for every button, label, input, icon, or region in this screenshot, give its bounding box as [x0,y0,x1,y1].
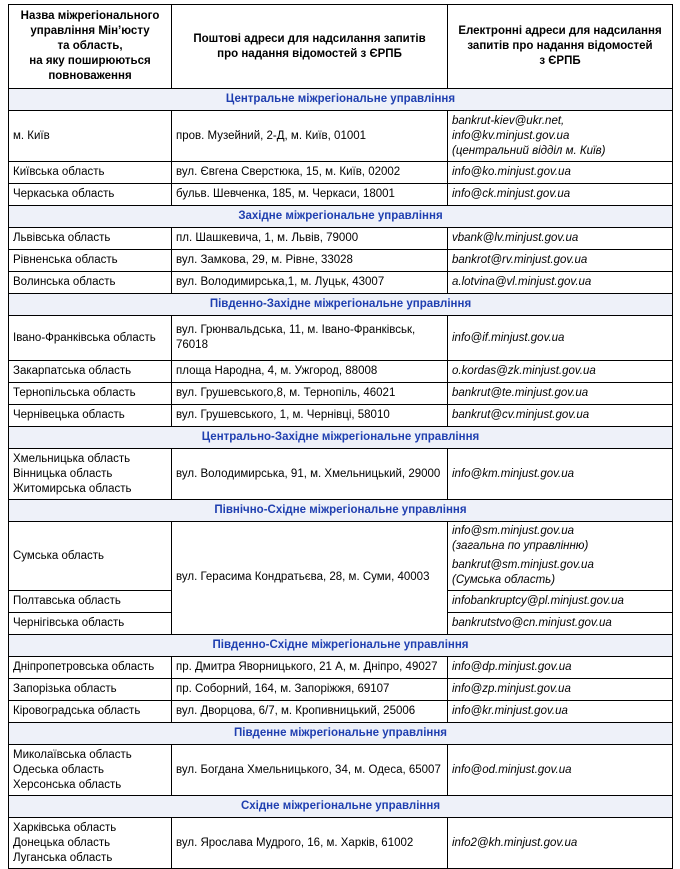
email-address[interactable]: info@kv.minjust.gov.ua [452,129,570,142]
table-row [9,745,673,796]
email-cell [448,818,673,869]
section-header-row [9,500,673,522]
table-row [9,405,673,427]
section-header-row [9,796,673,818]
region-name: Дніпропетровська область [13,661,155,673]
postal-address-cell [172,679,448,701]
email-cell [448,522,673,591]
email-address: (загальна по управлінню) [452,540,589,552]
region-name: Луганська область [13,851,113,864]
table-row [9,250,673,272]
region-cell [9,405,172,427]
email-address[interactable]: info@dp.minjust.gov.ua [452,661,572,673]
region-cell [9,745,172,796]
email-cell [448,657,673,679]
email-cell [448,111,673,162]
region-name: Запорізька область [13,683,117,695]
region-name: Чернігівська область [13,617,125,629]
postal-address: вул. Ярослава Мудрого, 16, м. Харків, 61002 [176,836,414,849]
postal-address: вул. Герасима Кондратьєва, 28, м. Суми, 40003 [176,571,430,583]
region-cell [9,184,172,206]
region-cell [9,383,172,405]
email-cell [448,383,673,405]
region-name: Львівська область [13,232,111,244]
email-cell [448,679,673,701]
postal-address-cell [172,272,448,294]
header-text-line: на яку поширюються [29,55,151,67]
email-address[interactable]: info2@kh.minjust.gov.ua [452,836,578,849]
email-address[interactable]: info@od.minjust.gov.ua [452,763,572,776]
table-body [9,89,673,869]
postal-address: вул. Володимирська,1, м. Луцьк, 43007 [176,276,385,288]
email-address[interactable]: info@kr.minjust.gov.ua [452,705,568,717]
postal-address: вул. Євгена Сверстюка, 15, м. Київ, 02002 [176,166,401,178]
header-text-line: управління Мін’юсту [30,25,150,37]
email-address[interactable]: info@ko.minjust.gov.ua [452,166,571,178]
postal-address: пр. Соборний, 164, м. Запоріжжя, 69107 [176,683,390,695]
region-cell [9,701,172,723]
region-name: Черкаська область [13,188,115,200]
postal-address-cell [172,818,448,869]
postal-address: вул. Грюнвальдська, 11, м. Івано-Франківськ, [176,324,416,336]
section-header-row [9,89,673,111]
table-row [9,701,673,723]
region-cell [9,657,172,679]
section-title: Південне міжрегіональне управління [9,723,673,745]
section-title: Південно-Західне міжрегіональне управління [9,294,673,316]
email-cell [448,272,673,294]
header-postal-address [172,5,448,89]
postal-address-cell [172,405,448,427]
postal-address: пров. Музейний, 2-Д, м. Київ, 01001 [176,129,367,142]
section-title: Східне міжрегіональне управління [9,796,673,818]
email-cell [448,316,673,361]
region-cell [9,250,172,272]
table-row [9,657,673,679]
table-row [9,316,673,361]
section-header-row [9,206,673,228]
header-text-line: запитів про надання відомостей [467,40,653,52]
email-address[interactable]: infobankruptcy@pl.minjust.gov.ua [452,595,624,607]
postal-address: вул. Замкова, 29, м. Рівне, 33028 [176,254,353,266]
postal-address-cell [172,228,448,250]
table-row [9,361,673,383]
postal-address: вул. Грушевського, 1, м. Чернівці, 58010 [176,409,390,421]
email-cell [448,361,673,383]
email-address[interactable]: info@sm.minjust.gov.ua [452,525,575,537]
email-cell [448,405,673,427]
email-address[interactable]: info@km.minjust.gov.ua [452,467,575,480]
email-cell [448,701,673,723]
region-name: Івано-Франківська область [13,331,156,344]
header-text-line: повноваження [48,70,132,82]
email-address[interactable]: vbank@lv.minjust.gov.ua [452,232,579,244]
email-address: (центральний відділ м. Київ) [452,144,606,157]
section-header-row [9,294,673,316]
section-title: Центральне міжрегіональне управління [9,89,673,111]
email-address[interactable]: bankrutstvo@cn.minjust.gov.ua [452,617,612,629]
table-row [9,184,673,206]
postal-address: площа Народна, 4, м. Ужгород, 88008 [176,365,378,377]
email-address[interactable]: o.kordas@zk.minjust.gov.ua [452,365,596,377]
postal-address-cell [172,316,448,361]
postal-address-cell [172,250,448,272]
region-name: Закарпатська область [13,365,132,377]
table-row [9,383,673,405]
email-cell [448,613,673,635]
postal-address-cell [172,361,448,383]
email-address: (Сумська область) [452,574,556,586]
section-header-row [9,635,673,657]
region-cell [9,361,172,383]
header-region [9,5,172,89]
region-name: Рівненська область [13,254,118,266]
email-address[interactable]: a.lotvina@vl.minjust.gov.ua [452,276,592,288]
region-name: Чернівецька область [13,409,125,421]
region-name: Вінницька область [13,467,113,480]
region-cell [9,818,172,869]
postal-address-cell [172,745,448,796]
region-name: Харківська область [13,821,117,834]
postal-address: 76018 [176,339,208,351]
region-name: Хмельницька область [13,452,131,465]
region-name: Київська область [13,166,105,178]
region-cell [9,111,172,162]
region-name: Волинська область [13,276,116,288]
region-cell [9,162,172,184]
region-name: Житомирська область [13,482,132,495]
email-cell [448,162,673,184]
region-cell [9,272,172,294]
postal-address-cell [172,449,448,500]
email-cell [448,449,673,500]
table-row [9,272,673,294]
email-address[interactable]: bankrut@cv.minjust.gov.ua [452,409,590,421]
region-name: Полтавська область [13,595,121,607]
section-title: Північно-Східне міжрегіональне управління [9,500,673,522]
registry-table [8,4,673,869]
section-header-row [9,427,673,449]
header-text-line: з ЄРПБ [539,55,581,67]
email-address[interactable]: bankrut@te.minjust.gov.ua [452,387,589,399]
region-cell [9,522,172,591]
region-name: Сумська область [13,549,105,562]
region-name: Тернопільська область [13,387,136,399]
header-text-line: та область, [57,40,123,52]
postal-address: вул. Дворцова, 6/7, м. Кропивницький, 25006 [176,705,416,717]
region-cell [9,449,172,500]
postal-address: бульв. Шевченка, 185, м. Черкаси, 18001 [176,188,395,200]
postal-address-cell [172,701,448,723]
region-name: Одеська область [13,763,104,776]
email-address[interactable]: bankrut-kiev@ukr.net, [452,114,565,127]
header-email-address [448,5,673,89]
header-text-line: Назва міжрегіонального [20,10,160,22]
email-address[interactable]: bankrut@sm.minjust.gov.ua [452,559,594,571]
postal-address: пл. Шашкевича, 1, м. Львів, 79000 [176,232,359,244]
section-title: Південно-Східне міжрегіональне управління [9,635,673,657]
header-row [9,5,673,89]
section-header-row [9,723,673,745]
postal-address: вул. Володимирська, 91, м. Хмельницький, 29000 [176,467,441,480]
region-cell [9,316,172,361]
email-address[interactable]: bankrot@rv.minjust.gov.ua [452,254,588,266]
email-cell [448,228,673,250]
postal-address: вул. Богдана Хмельницького, 34, м. Одеса, 65007 [176,763,441,776]
postal-address-cell [172,383,448,405]
email-cell [448,250,673,272]
postal-address-cell [172,522,448,635]
region-cell [9,591,172,613]
header-text-line: Електронні адреси для надсилання [458,25,662,37]
header-text-line: про надання відомостей з ЄРПБ [217,47,402,60]
region-cell [9,679,172,701]
table-row [9,228,673,250]
postal-address-cell [172,162,448,184]
header-text-line: Поштові адреси для надсилання запитів [193,32,426,45]
postal-address-cell [172,111,448,162]
table-row [9,449,673,500]
region-name: Кіровоградська область [13,705,141,717]
email-address[interactable]: info@zp.minjust.gov.ua [452,683,571,695]
region-cell [9,228,172,250]
section-title: Західне міжрегіональне управління [9,206,673,228]
email-cell [448,591,673,613]
email-cell [448,745,673,796]
postal-address: пр. Дмитра Яворницького, 21 А, м. Дніпро, 49027 [176,661,438,673]
region-cell [9,613,172,635]
region-name: Миколаївська область [13,748,132,761]
postal-address-cell [172,184,448,206]
table-row [9,818,673,869]
region-name: Херсонська область [13,778,122,791]
table-row [9,679,673,701]
table-row [9,111,673,162]
region-name: м. Київ [13,129,50,142]
email-address[interactable]: info@if.minjust.gov.ua [452,331,565,344]
table-row [9,522,673,591]
section-title: Центрально-Західне міжрегіональне управління [9,427,673,449]
email-cell [448,184,673,206]
postal-address: вул. Грушевського,8, м. Тернопіль, 46021 [176,387,396,399]
region-name: Донецька область [13,836,111,849]
email-address[interactable]: info@ck.minjust.gov.ua [452,188,571,200]
postal-address-cell [172,657,448,679]
table-row [9,162,673,184]
